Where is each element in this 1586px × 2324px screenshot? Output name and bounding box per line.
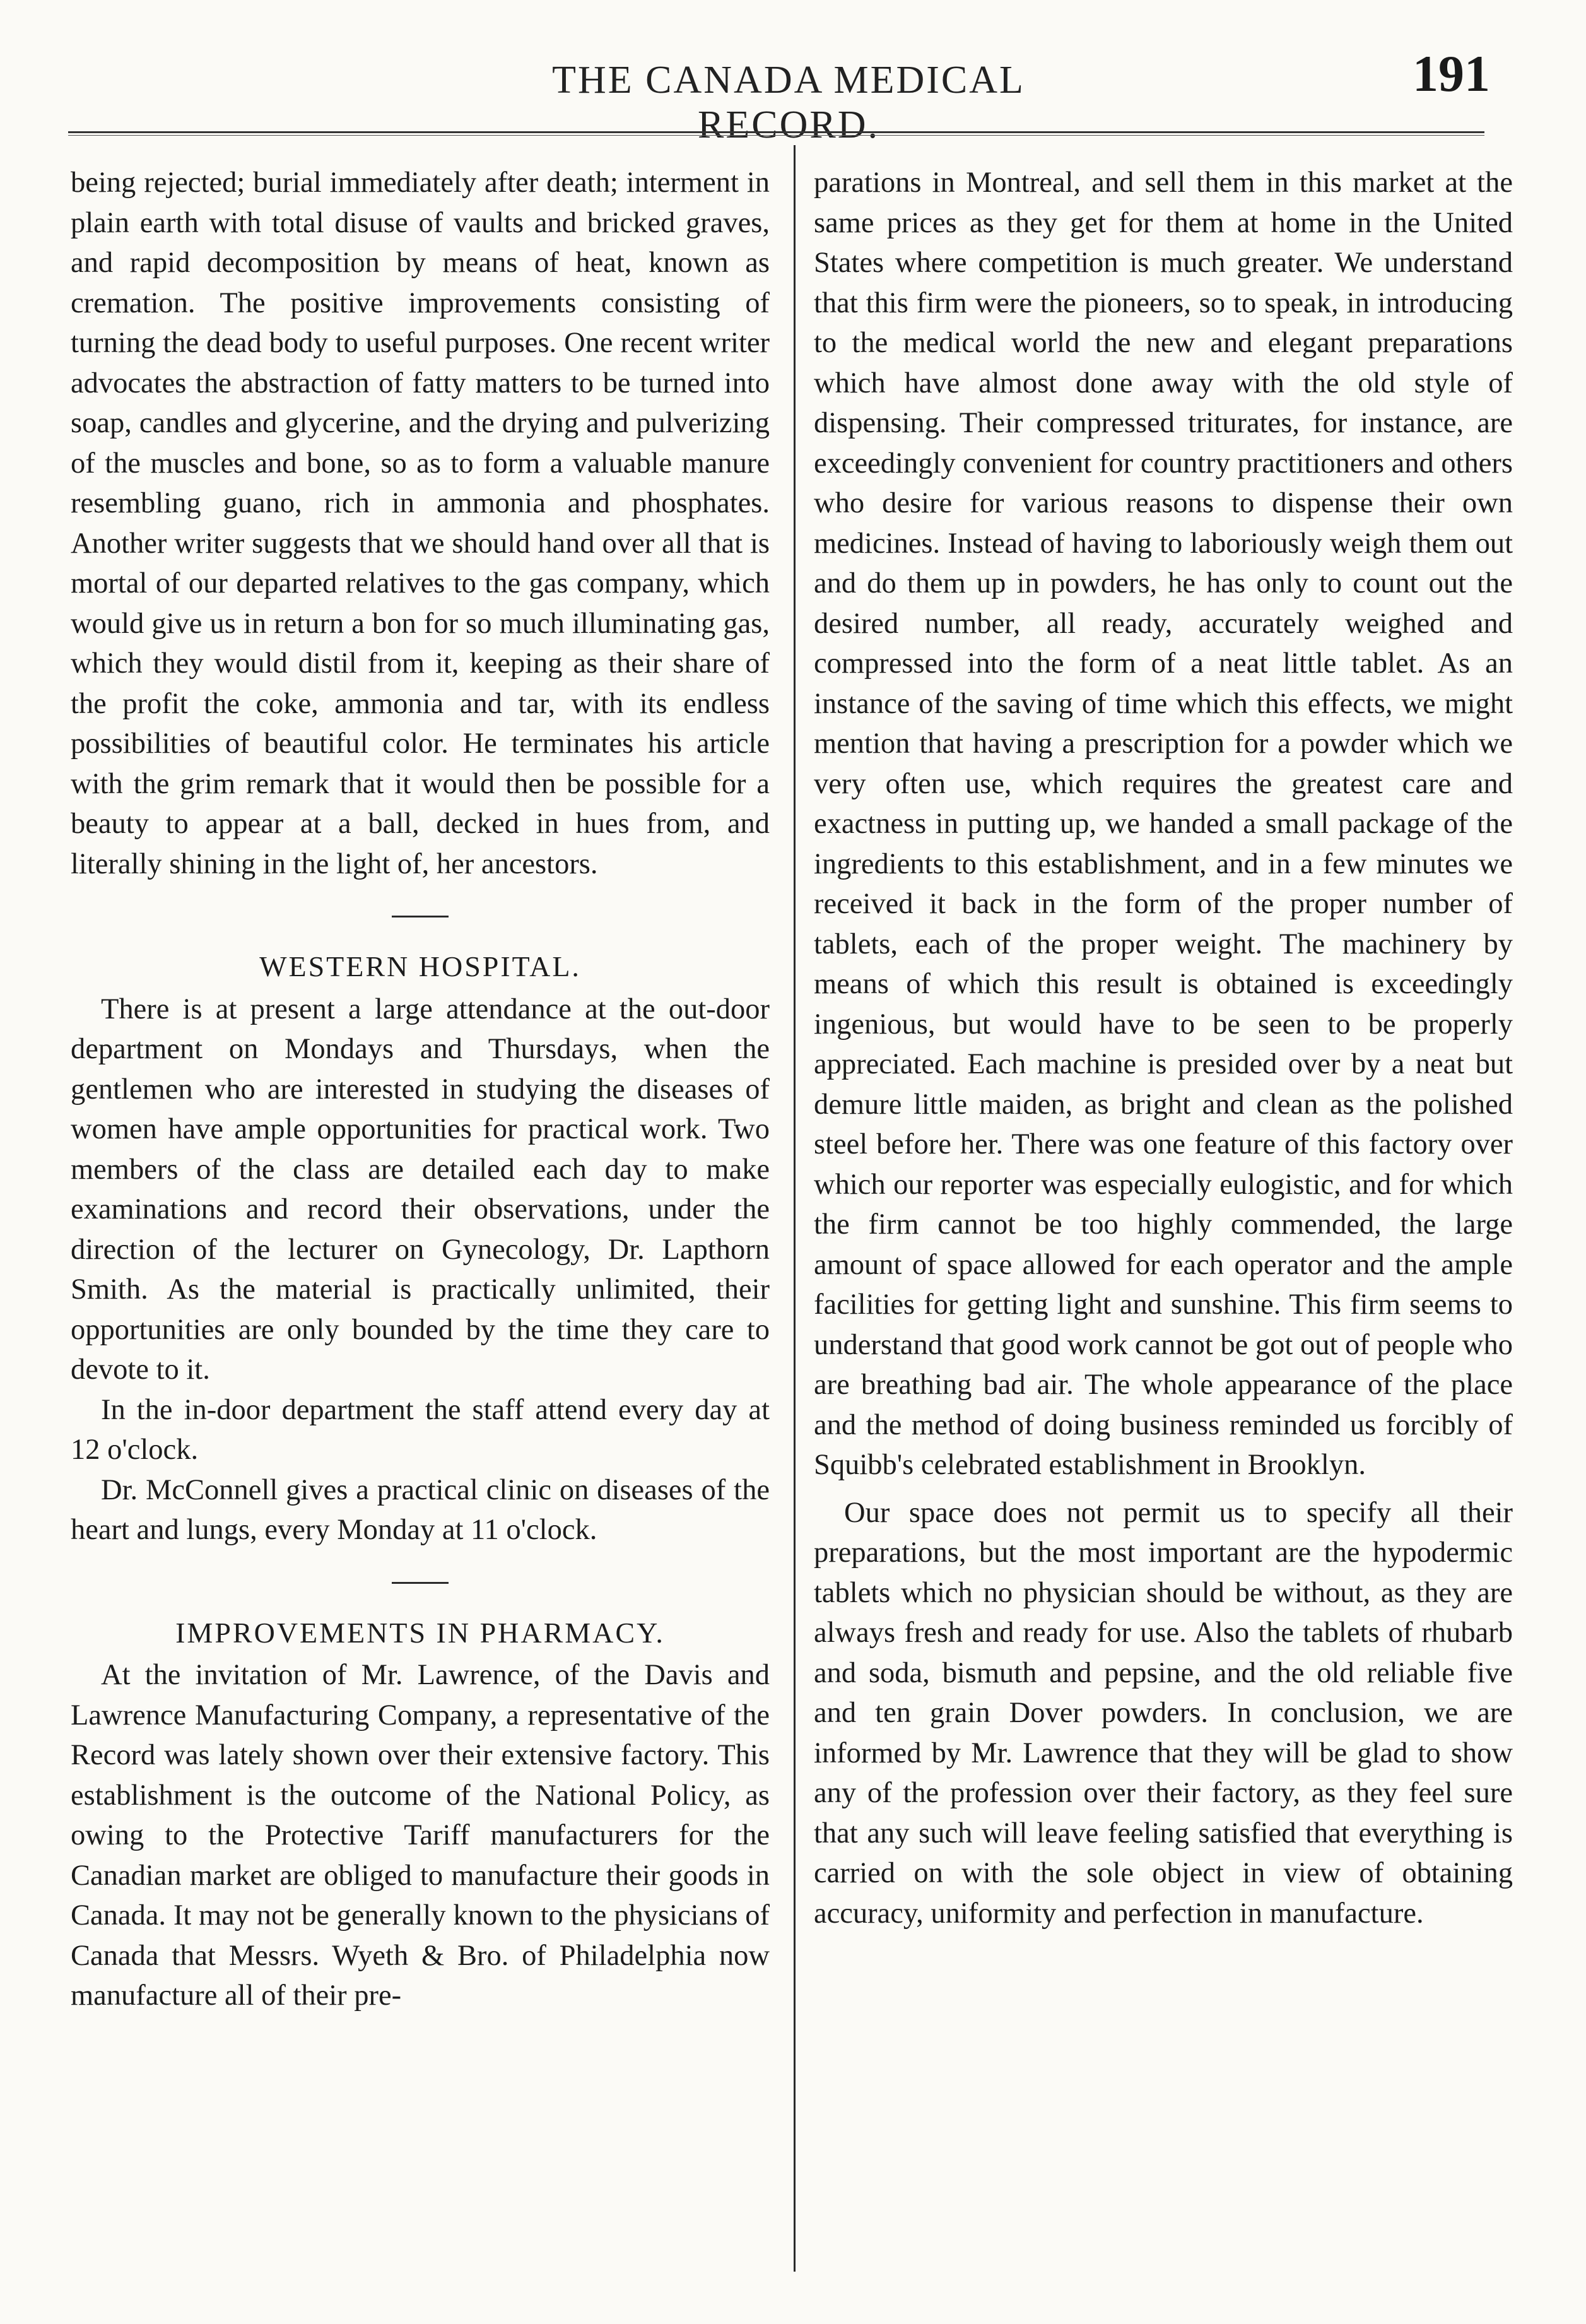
column-divider [794,145,796,2272]
section-divider [392,916,449,917]
western-hospital-paragraph-2: In the in-door department the staff attend every day at 12 o'clock. [71,1393,770,1466]
header-rule [68,131,1484,136]
running-head-title: THE CANADA MEDICAL RECORD. [552,59,1025,146]
western-hospital-paragraph-3: Dr. McConnell gives a practical clinic on diseases of the heart and lungs, every Monday at 11 o'clock. [71,1473,770,1546]
pharmacy-continuation-paragraph: parations in Montreal, and sell them in this market at the same prices as they get for them at home in the United States where competition is much greater. We understand that this firm were the pioneers, so to speak, in introducing to the medical world the new and elegant preparations which have almost done away with the old style of dispensing. Their compressed triturates, for instance, are exceedingly convenient for country practitioners and others who desire for various reasons to dispense their own medicines. Instead of having to laboriously weigh them out and do them up in powders, he has only to count out the desired number, all ready, accurately weighed and compressed into the form of a neat little tablet. As an instance of the saving of time which this effects, we might mention that having a prescription for a powder which we very often use, which requires the greatest care and exactness in putting up, we handed a small package of the ingredients to this establishment, and in a few minutes we received it back in the form of the proper number of tablets, each of the proper weight. The machinery by means of which this result is obtained is exceedingly ingenious, but would have to be seen to be properly appreciated. Each machine is presided over by a neat but demure little maiden, as bright and clean as the polished steel before her. There was one feature of this factory over which our reporter was especially eulogistic, and for which the firm cannot be too highly commended, the large amount of space allowed for each operator and the ample facilities for getting light and sunshine. This firm seems to understand that good work cannot be got out of people who are breathing bad air. The whole appearance of the place and the method of doing business reminded us forcibly of Squibb's celebrated establishment in Brooklyn. [814,167,1513,1481]
page-number: 191 [1413,45,1490,102]
paragraph-gap [814,1485,1513,1493]
pharmacy-paragraph-1: At the invitation of Mr. Lawrence, of the Davis and Lawrence Manufacturing Company, a representative of the Record was lately shown over their extensive factory. This establishment is the outcome of the National Policy, as owing to the Protective Tariff manufacturers for the Canadian market are obliged to manufacture their goods in Canada. It may not be generally known to the physicians of Canada that Messrs. Wyeth & Bro. of Philadelphia now manufacture all of their pre- [71,1659,770,2012]
continuation-paragraph: being rejected; burial immediately after death; interment in plain earth with total disuse of vaults and bricked graves, and rapid decomposition by means of heat, known as cremation. The positive improvements consisting of turning the dead body to useful purposes. One recent writer advocates the abstraction of fatty matters to be turned into soap, candles and glycerine, and the drying and pulverizing of the muscles and bone, so as to form a valuable manure resembling guano, rich in ammonia and phosphates. Another writer suggests that we should hand over all that is mortal of our departed relatives to the gas company, which would give us in return a bon for so much illuminating gas, which they would distil from it, keeping as their share of the profit the coke, ammonia and tar, with its endless possibilities of beautiful color. He terminates his article with the grim remark that it would then be possible for a beauty to appear at a ball, decked in hues from, and literally shining in the light of, her ancestors. [71,167,770,880]
section-divider [392,1582,449,1584]
section-title-pharmacy: IMPROVEMENTS IN PHARMACY. [175,1616,665,1649]
western-hospital-paragraph-1: There is at present a large attendance at the out-door department on Mondays and Thursdays, when the gentlemen who are interested in studying the diseases of women have ample opportunities for practical work. Two members of the class are detailed each day to make examinations and record their observations, under the direction of the lecturer on Gynecology, Dr. Lapthorn Smith. As the material is practically unlimited, their opportunities are only bounded by the time they care to devote to it. [71,993,770,1386]
pharmacy-paragraph-final: Our space does not permit us to specify all their preparations, but the most important are the hypodermic tablets which no physician should be without, as they are always fresh and ready for use. Also the tablets of rhubarb and soda, bismuth and pepsine, and the old reliable five and ten grain Dover powders. In conclusion, we are informed by Mr. Lawrence that they will be glad to show any of the profession over their factory, as they feel sure that any such will leave feeling satisfied that everything is carried on with the sole object in view of obtaining accuracy, uniformity and perfection in manufacture. [814,1496,1513,1930]
right-column [814,163,1513,1933]
left-column [71,163,770,2016]
section-title-western-hospital: WESTERN HOSPITAL. [259,950,581,982]
